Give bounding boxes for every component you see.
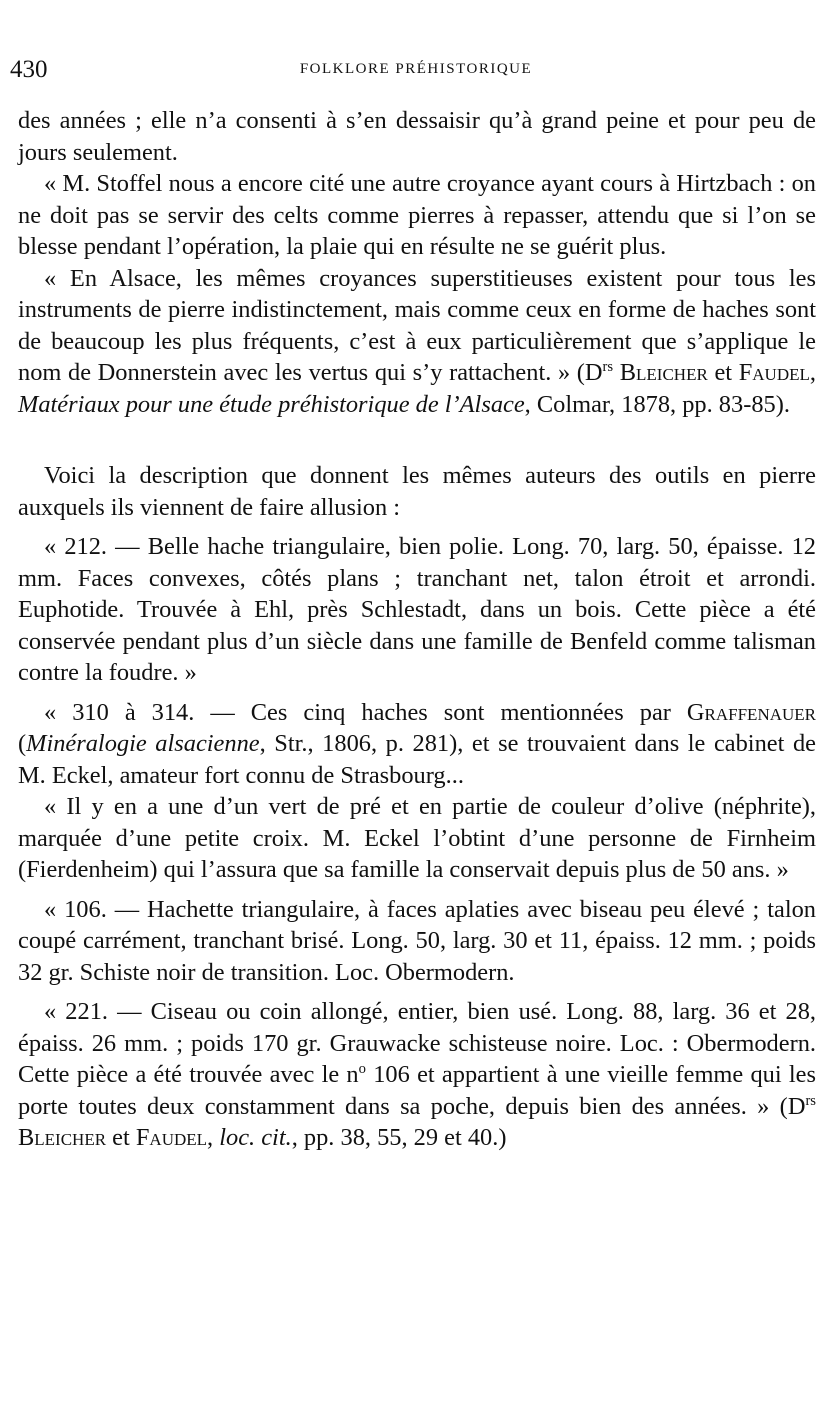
page-number: 430 (10, 56, 48, 83)
citation-tail: , pp. 38, 55, 29 et 40.) (291, 1124, 507, 1151)
item-text: « 221. — Ciseau ou coin allongé, entier, bien usé. Long. 88, larg. 36 et 28, épaiss. 26 mm. ; poids 170 gr. Grauwacke schisteuse noire. Loc. : Obermodern. Cette pièce a été trouvée avec le n (18, 998, 816, 1088)
citation-tail: , Str., 1806, p. 281), et se trouvaient dans le cabinet de M. Eckel, amateur fort connu de Strasbourg... (18, 730, 816, 789)
author-faudel: Faudel (738, 359, 810, 386)
paragraph-continuation: des années ; elle n’a consenti à s’en dessaisir qu’à grand peine et pour peu de jours seulement. (18, 107, 816, 166)
cited-work-title: Matériaux pour une étude préhistorique de l’Alsace (18, 390, 525, 418)
author-graffenauer: Graffenauer (686, 698, 816, 726)
conjunction: et (707, 359, 739, 386)
cited-work-title: loc. cit. (219, 1124, 292, 1151)
paren-open: ( (18, 730, 27, 757)
separator: , (207, 1124, 220, 1151)
paragraph-intro-description: Voici la description que donnent les mêmes auteurs des outils en pierre auxquels ils viennent de faire allusion : (18, 462, 816, 521)
cited-work-title: Minéralogie alsacienne (26, 730, 260, 757)
citation-tail: , Colmar, 1878, pp. 83-85). (524, 390, 790, 418)
paragraph-item-106: « 106. — Hachette triangulaire, à faces aplaties avec biseau peu élevé ; talon coupé carrément, tranchant brisé. Long. 50, larg. 30 et 11, épaiss. 12 mm. ; poids 32 gr. Schiste noir de transition. Loc. Obermodern. (18, 895, 816, 986)
paragraph-nephrite: « Il y en a une d’un vert de pré et en partie de couleur d’olive (néphrite), marquée d’une petite croix. M. Eckel l’obtint d’une personne de Firnheim (Fierdenheim) qui l’assura que sa famille la conservait depuis plus de 50 ans. » (18, 793, 816, 883)
doctors-abbrev-sup: rs (602, 358, 614, 375)
paragraph-item-212: « 212. — Belle hache triangulaire, bien polie. Long. 70, larg. 50, épaisse. 12 mm. Faces convexes, côtés plans ; tranchant net, talon étroit et arrondi. Euphotide. Trouvée à Ehl, près Schlestadt, dans un bois. Cette pièce a été conservée pendant plus d’un siècle dans une famille de Benfeld comme talisman contre la foudre. » (18, 533, 816, 686)
doctors-abbrev: D (584, 359, 603, 386)
author-bleicher: Bleicher (619, 359, 708, 386)
author-bleicher: Bleicher (18, 1124, 107, 1151)
item-lead: « 310 à 314. — Ces cinq haches sont mentionnées par (44, 698, 687, 726)
body-text (18, 105, 816, 1154)
author-faudel: Faudel (135, 1124, 208, 1151)
conjunction: et (106, 1124, 136, 1151)
doctors-abbrev: D (787, 1092, 806, 1120)
running-title: FOLKLORE PRÉHISTORIQUE (299, 61, 533, 77)
doctors-abbrev-sup: rs (805, 1092, 816, 1109)
separator: , (809, 359, 816, 386)
running-head (10, 56, 822, 86)
paragraph-item-310 (18, 697, 816, 792)
quote-text: « En Alsace, les mêmes croyances superstitieuses existent pour tous les instruments de pierre indistinctement, mais comme ceux en forme de haches sont de beaucoup les plus fréquents, c’est à eux particulièrement que s’applique le nom de Donnerstein avec les vertus qui s’y rattachent. » ( (18, 264, 816, 386)
paragraph-item-221 (18, 996, 816, 1154)
item-text-continued: 106 et appartient à une vieille femme qui les porte toutes deux constamment dans sa poche, depuis bien des années. » ( (18, 1061, 817, 1120)
paragraph-stoffel: « M. Stoffel nous a encore cité une autre croyance ayant cours à Hirtzbach : on ne doit pas se servir des celts comme pierres à repasser, attendu que si l’on se blesse pendant l’opération, la plaie qui en résulte ne se guérit plus. (18, 170, 816, 260)
number-sign-sup: o (358, 1060, 366, 1077)
paragraph-alsace-quote (18, 263, 816, 421)
